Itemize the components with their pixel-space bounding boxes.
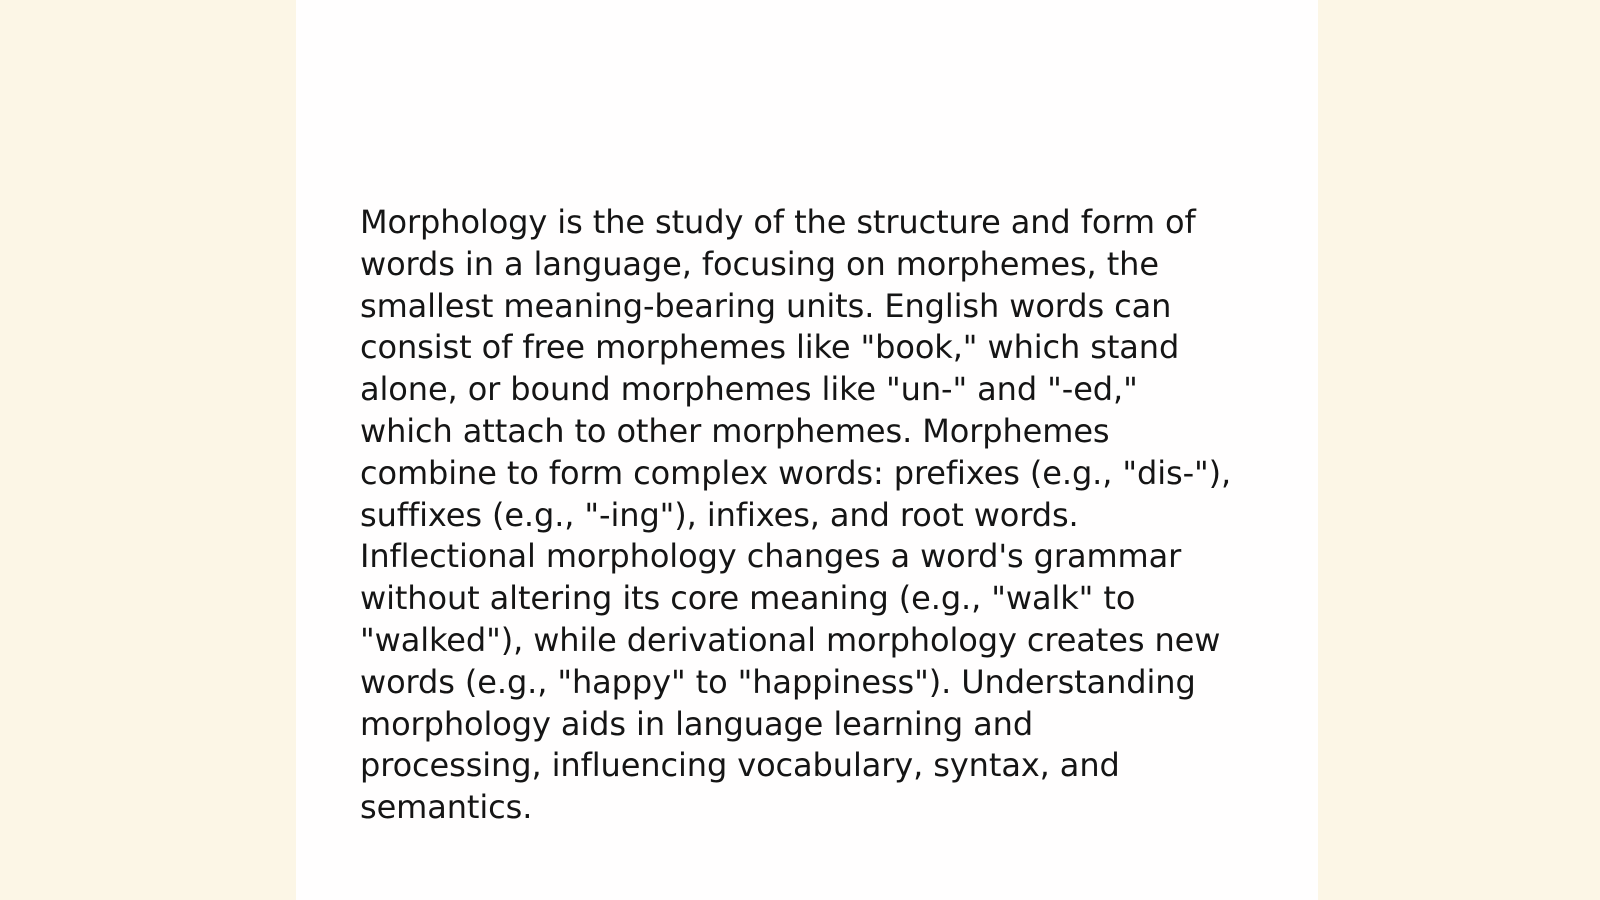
paragraph-line: consist of free morphemes like "book," which stand xyxy=(360,328,1180,367)
paragraph-line: morphology aids in language learning and xyxy=(360,704,1034,743)
paragraph xyxy=(360,202,1260,829)
paragraph-line: semantics. xyxy=(360,788,533,827)
document-page xyxy=(296,0,1318,900)
paragraph-line: Morphology is the study of the structure and form of xyxy=(360,203,1196,241)
paragraph-line: without altering its core meaning (e.g., "walk" to xyxy=(360,579,1136,618)
paragraph-line: which attach to other morphemes. Morphemes xyxy=(360,411,1110,450)
paragraph-line: Inflectional morphology changes a word's grammar xyxy=(360,537,1182,576)
paragraph-line: words (e.g., "happy" to "happiness"). Understanding xyxy=(360,662,1196,701)
paragraph-line: combine to form complex words: prefixes (e.g., "dis-"), xyxy=(360,453,1232,492)
paragraph-line: words in a language, focusing on morphemes, the xyxy=(360,244,1159,283)
paragraph-line: "walked"), while derivational morphology creates new xyxy=(360,620,1221,659)
paragraph-line: smallest meaning-bearing units. English words can xyxy=(360,286,1172,325)
paragraph-line: processing, influencing vocabulary, syntax, and xyxy=(360,746,1120,785)
paragraph-line: alone, or bound morphemes like "un-" and "-ed," xyxy=(360,370,1138,409)
paragraph-line: suffixes (e.g., "-ing"), infixes, and root words. xyxy=(360,495,1079,534)
